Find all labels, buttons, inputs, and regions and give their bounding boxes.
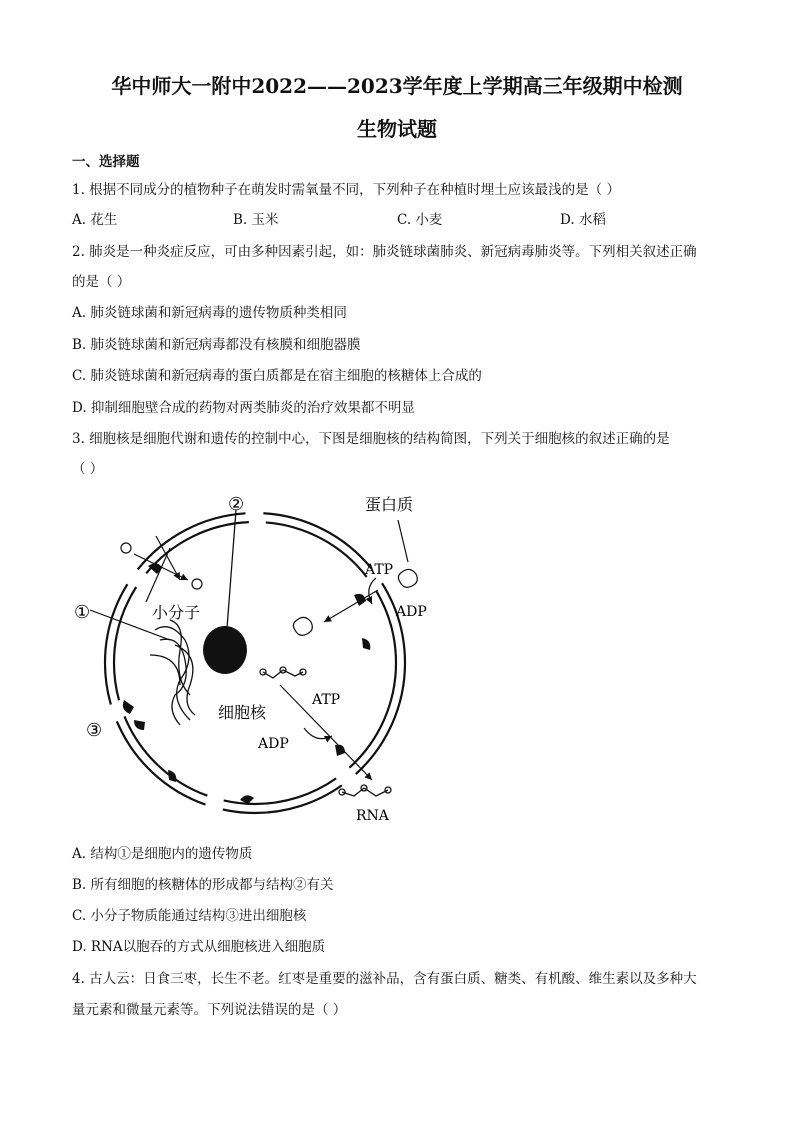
question-4-stem-line2: 量元素和微量元素等。下列说法错误的是（ ） — [72, 1002, 347, 1018]
label-structure-1: ① — [74, 602, 91, 623]
small-molecule-inside — [192, 579, 202, 589]
question-1-stem: 1. 根据不同成分的植物种子在萌发时需氧量不同，下列种子在种植时埋土应该最浅的是（ ） — [72, 182, 620, 198]
q2-option-a: A. 肺炎链球菌和新冠病毒的遗传物质种类相同 — [72, 305, 347, 321]
label-small-molecule: 小分子 — [152, 603, 201, 622]
label-adp-bottom: ADP — [258, 736, 289, 752]
label-atp-top: ATP — [365, 562, 394, 578]
question-3-stem-line2: （ ） — [72, 461, 104, 477]
q2-option-c: C. 肺炎链球菌和新冠病毒的蛋白质都是在宿主细胞的核糖体上合成的 — [72, 368, 482, 384]
question-2-stem-line2: 的是（ ） — [72, 274, 131, 290]
label-nucleus: 细胞核 — [218, 703, 267, 722]
question-4-stem-line1: 4. 古人云：日食三枣，长生不老。红枣是重要的滋补品，含有蛋白质、糖类、有机酸、维生素以及多种大 — [72, 971, 697, 987]
q3-option-b: B. 所有细胞的核糖体的形成都与结构②有关 — [72, 877, 334, 893]
q3-option-a: A. 结构①是细胞内的遗传物质 — [72, 846, 253, 862]
q1-option-b: B. 玉米 — [233, 212, 279, 228]
chromatin — [150, 620, 195, 725]
rna-inside — [260, 667, 306, 678]
label-adp-top: ADP — [396, 604, 427, 620]
question-3-stem-line1: 3. 细胞核是细胞代谢和遗传的控制中心，下图是细胞核的结构简图，下列关于细胞核的叙述正确的是 — [72, 431, 670, 447]
label-structure-3: ③ — [86, 720, 103, 741]
exam-title: 华中师大一附中2022——2023学年度上学期高三年级期中检测 — [111, 74, 683, 98]
section-heading: 一、选择题 — [72, 154, 140, 170]
label-structure-2: ② — [228, 494, 245, 515]
q1-option-d: D. 水稻 — [560, 212, 606, 228]
small-molecule-outside — [121, 543, 131, 553]
label-rna: RNA — [356, 808, 389, 824]
label-protein: 蛋白质 — [365, 495, 414, 514]
q3-option-c: C. 小分子物质能通过结构③进出细胞核 — [72, 908, 307, 924]
q2-option-b: B. 肺炎链球菌和新冠病毒都没有核膜和细胞器膜 — [72, 337, 361, 353]
question-2-stem-line1: 2. 肺炎是一种炎症反应，可由多种因素引起，如：肺炎链球菌肺炎、新冠病毒肺炎等。下列相关叙述正确 — [72, 244, 697, 260]
protein-blob — [293, 569, 417, 635]
q3-option-d: D. RNA以胞吞的方式从细胞核进入细胞质 — [72, 939, 326, 955]
q2-option-d: D. 抑制细胞壁合成的药物对两类肺炎的治疗效果都不明显 — [72, 400, 415, 416]
q1-option-a: A. 花生 — [72, 212, 118, 228]
exam-subtitle: 生物试题 — [357, 117, 437, 141]
nucleolus — [203, 626, 247, 674]
label-atp-bottom: ATP — [312, 692, 341, 708]
nucleus-diagram — [60, 480, 460, 830]
q1-option-c: C. 小麦 — [397, 212, 443, 228]
rna-outside — [339, 785, 391, 796]
